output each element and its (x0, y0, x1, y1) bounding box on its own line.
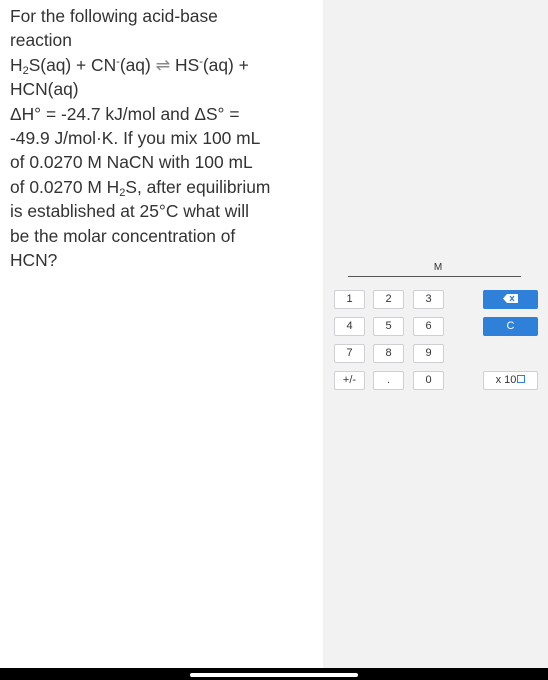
question-line: of 0.0270 M NaCN with 100 mL (10, 152, 253, 173)
equation-text: S(aq) + CN (28, 54, 117, 75)
subscript: 2 (119, 186, 126, 199)
key-3[interactable]: 3 (413, 290, 444, 309)
unit-label: M (433, 262, 443, 273)
subscript: 2 (22, 64, 29, 77)
superscript: - (116, 55, 120, 68)
equation-text: HS (175, 54, 200, 75)
question-line (10, 175, 315, 199)
key-0[interactable]: 0 (413, 371, 444, 390)
question-text-part: S, after equilibrium (125, 176, 271, 197)
key-4[interactable]: 4 (334, 317, 365, 336)
key-8[interactable]: 8 (373, 344, 404, 363)
home-indicator[interactable] (190, 673, 358, 677)
question-line: reaction (10, 30, 72, 51)
clear-button[interactable]: C (483, 317, 538, 336)
exponent-box-icon (517, 375, 525, 383)
question-line: -49.9 J/mol·K. If you mix 100 mL (10, 128, 261, 149)
times-ten-power-button[interactable] (483, 371, 538, 390)
question-line: HCN(aq) (10, 79, 79, 100)
answer-input-line[interactable] (348, 276, 521, 277)
key-9[interactable]: 9 (413, 344, 444, 363)
equilibrium-arrow-icon: ⇌ (155, 54, 171, 75)
question-text (10, 4, 315, 272)
key-6[interactable]: 6 (413, 317, 444, 336)
key-2[interactable]: 2 (373, 290, 404, 309)
key-1[interactable]: 1 (334, 290, 365, 309)
decimal-point-button[interactable]: . (373, 371, 404, 390)
backspace-icon (503, 294, 518, 303)
equation-text: H (10, 54, 23, 75)
question-line: HCN? (10, 250, 58, 271)
backspace-button[interactable] (483, 290, 538, 309)
times-ten-label: x 10 (495, 374, 517, 386)
key-5[interactable]: 5 (373, 317, 404, 336)
question-line: be the molar concentration of (10, 225, 236, 246)
key-7[interactable]: 7 (334, 344, 365, 363)
question-line: is established at 25°C what will (10, 201, 249, 222)
equation-text: (aq) + (202, 54, 249, 75)
question-text-part: of 0.0270 M H (10, 176, 120, 197)
reaction-equation (10, 53, 315, 77)
question-line: ΔH° = -24.7 kJ/mol and ΔS° = (10, 103, 240, 124)
sign-toggle-button[interactable]: +/- (334, 371, 365, 390)
question-line: For the following acid-base (10, 6, 218, 26)
superscript: - (199, 55, 203, 68)
equation-text: (aq) (119, 54, 151, 75)
